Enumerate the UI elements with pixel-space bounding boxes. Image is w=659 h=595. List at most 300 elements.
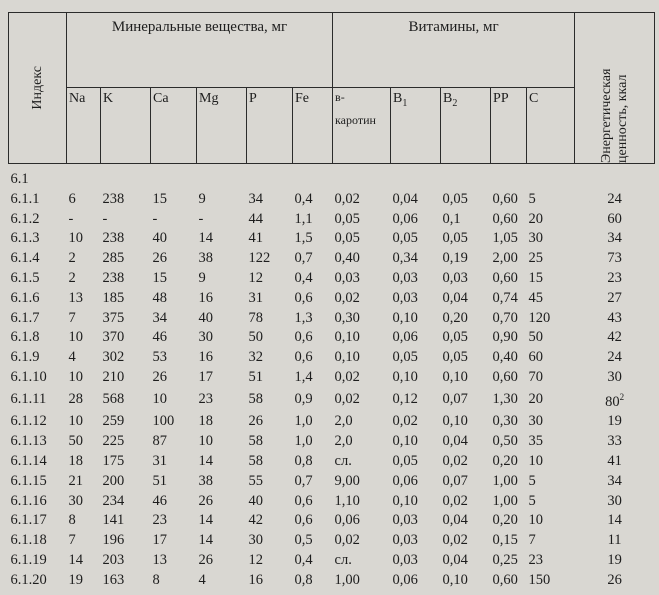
energy-value: 80: [605, 393, 620, 410]
cell-pp: 0,90: [492, 329, 518, 346]
cell-p: 31: [248, 289, 263, 306]
cell-energy: [575, 269, 655, 289]
cell-b2: 0,19: [442, 250, 468, 267]
cell-pp: 0,70: [492, 309, 518, 326]
cell-k: 238: [102, 190, 125, 207]
cell-idx: 6.1: [10, 171, 29, 187]
cell-fe: 1,5: [294, 230, 313, 247]
cell-idx: 6.1.17: [10, 512, 47, 529]
cell-na: 21: [68, 472, 83, 489]
cell-ca: 15: [152, 190, 167, 207]
col-header-k: K: [101, 87, 151, 163]
table-row: [9, 309, 655, 329]
b1-subscript: 1: [402, 97, 408, 109]
bcarotene-line2: каротин: [335, 112, 376, 127]
cell-p: 51: [248, 368, 263, 385]
cell-k: 285: [102, 250, 125, 267]
cell-pp: [491, 164, 527, 190]
cell-idx: 6.1.9: [10, 349, 40, 366]
cell-b1: 0,10: [392, 492, 418, 509]
cell-pp: 0,20: [492, 512, 518, 529]
index-header: [9, 13, 67, 164]
cell-energy: [575, 190, 655, 210]
energy-value: 19: [607, 413, 622, 430]
cell-k: 141: [102, 512, 125, 529]
cell-pp: 0,20: [492, 452, 518, 469]
table-row: [9, 289, 655, 309]
cell-bk: 0,02: [334, 368, 360, 385]
cell-b1: 0,34: [392, 250, 418, 267]
cell-b2: 0,04: [442, 433, 468, 450]
cell-fe: 0,4: [294, 269, 313, 286]
cell-b2: 0,02: [442, 492, 468, 509]
cell-ca: 15: [152, 269, 167, 286]
cell-idx: 6.1.16: [10, 492, 47, 509]
cell-mg: 38: [198, 250, 213, 267]
table-body: [9, 164, 655, 591]
cell-bk: 0,40: [334, 250, 360, 267]
cell-mg: 16: [198, 289, 213, 306]
cell-idx: 6.1.15: [10, 472, 47, 489]
cell-ca: 48: [152, 289, 167, 306]
cell-pp: 2,00: [492, 250, 518, 267]
cell-na: 28: [68, 391, 83, 408]
cell-na: 10: [68, 230, 83, 247]
cell-na: 18: [68, 452, 83, 469]
cell-pp: 0,60: [492, 190, 518, 207]
cell-bk: 0,02: [334, 532, 360, 549]
cell-energy: [575, 164, 655, 190]
cell-idx: 6.1.13: [10, 433, 47, 450]
cell-bk: 0,06: [334, 512, 360, 529]
energy-value: 14: [607, 512, 622, 529]
cell-fe: 1,0: [294, 433, 313, 450]
cell-p: 26: [248, 413, 263, 430]
cell-b2: 0,05: [442, 349, 468, 366]
table-row: [9, 511, 655, 531]
cell-mg: -: [198, 210, 204, 227]
cell-c: 30: [528, 413, 544, 430]
cell-b1: 0,04: [392, 190, 418, 207]
cell-idx: 6.1.1: [10, 190, 40, 207]
cell-p: 58: [248, 433, 263, 450]
cell-energy: [575, 328, 655, 348]
energy-value: 42: [607, 329, 622, 346]
cell-b2: 0,04: [442, 289, 468, 306]
cell-mg: 38: [198, 472, 213, 489]
cell-p: 34: [248, 190, 263, 207]
cell-c: 20: [528, 210, 544, 227]
cell-k: 302: [102, 349, 125, 366]
cell-b2: 0,07: [442, 391, 468, 408]
cell-fe: 1,1: [294, 210, 313, 227]
cell-p: 58: [248, 391, 263, 408]
cell-b1: 0,06: [392, 329, 418, 346]
energy-value: 73: [607, 250, 622, 267]
cell-mg: 17: [198, 368, 213, 385]
col-header-c: C: [527, 87, 575, 163]
col-header-fe: Fe: [293, 87, 333, 163]
cell-idx: 6.1.4: [10, 250, 40, 267]
cell-fe: 0,6: [294, 349, 313, 366]
cell-k: 225: [102, 433, 125, 450]
cell-fe: 0,6: [294, 492, 313, 509]
b1-letter: B: [393, 90, 403, 106]
cell-idx: 6.1.3: [10, 230, 40, 247]
table-row: [9, 229, 655, 249]
nutrition-table: [8, 12, 655, 591]
energy-value: 19: [607, 551, 622, 568]
cell-p: 12: [248, 551, 263, 568]
cell-na: 7: [68, 309, 76, 326]
cell-p: 55: [248, 472, 263, 489]
energy-value: 41: [607, 452, 622, 469]
cell-pp: 0,50: [492, 433, 518, 450]
cell-pp: 1,00: [492, 472, 518, 489]
col-header-pp: PP: [491, 87, 527, 163]
cell-pp: 0,25: [492, 551, 518, 568]
cell-c: 150: [528, 571, 551, 588]
cell-b2: 0,07: [442, 472, 468, 489]
cell-b1: 0,03: [392, 551, 418, 568]
energy-value: 24: [607, 349, 622, 366]
cell-p: 50: [248, 329, 263, 346]
cell-b1: 0,10: [392, 309, 418, 326]
cell-pp: 1,30: [492, 391, 518, 408]
cell-pp: 1,00: [492, 492, 518, 509]
cell-c: 30: [528, 230, 544, 247]
cell-p: [247, 164, 293, 190]
bcarotene-line1: в-: [335, 89, 345, 104]
cell-bk: 1,10: [334, 492, 360, 509]
cell-bk: 1,00: [334, 571, 360, 588]
table-row: [9, 190, 655, 210]
cell-na: 14: [68, 551, 83, 568]
cell-ca: 46: [152, 492, 167, 509]
cell-p: 12: [248, 269, 263, 286]
cell-bk: 2,0: [334, 413, 353, 430]
cell-energy: [575, 432, 655, 452]
cell-pp: 0,60: [492, 269, 518, 286]
cell-b1: 0,06: [392, 472, 418, 489]
cell-b2: 0,02: [442, 452, 468, 469]
energy-value: 11: [607, 532, 622, 549]
cell-k: 238: [102, 269, 125, 286]
cell-b2: 0,10: [442, 368, 468, 385]
cell-energy: [575, 388, 655, 413]
cell-k: 163: [102, 571, 125, 588]
cell-k: 203: [102, 551, 125, 568]
table-row: [9, 412, 655, 432]
cell-ca: 17: [152, 532, 167, 549]
cell-energy: [575, 472, 655, 492]
cell-idx: 6.1.14: [10, 452, 47, 469]
energy-value: 30: [607, 492, 622, 509]
energy-header: [575, 13, 655, 164]
cell-ca: 26: [152, 368, 167, 385]
cell-k: [101, 164, 151, 190]
cell-ca: 46: [152, 329, 167, 346]
cell-p: 58: [248, 452, 263, 469]
cell-c: 5: [528, 190, 536, 207]
cell-b1: 0,12: [392, 391, 418, 408]
col-header-ca: Ca: [151, 87, 197, 163]
cell-na: [67, 164, 101, 190]
col-header-bcarotene: [333, 87, 391, 163]
cell-p: 32: [248, 349, 263, 366]
col-header-b2: [441, 87, 491, 163]
cell-c: 23: [528, 551, 544, 568]
cell-fe: 0,5: [294, 532, 313, 549]
table-row: [9, 210, 655, 230]
energy-footnote-mark: 2: [619, 391, 625, 402]
cell-energy: [575, 412, 655, 432]
cell-energy: [575, 229, 655, 249]
cell-b1: 0,03: [392, 269, 418, 286]
cell-c: 25: [528, 250, 544, 267]
energy-value: 27: [607, 289, 622, 306]
cell-na: 10: [68, 413, 83, 430]
cell-c: 10: [528, 512, 544, 529]
cell-fe: 1,0: [294, 413, 313, 430]
cell-mg: 14: [198, 230, 213, 247]
cell-bk: 0,02: [334, 391, 360, 408]
cell-mg: 18: [198, 413, 213, 430]
cell-mg: 23: [198, 391, 213, 408]
cell-mg: 14: [198, 532, 213, 549]
cell-idx: 6.1.20: [10, 571, 47, 588]
energy-value: 30: [607, 368, 622, 385]
cell-bk: сл.: [334, 551, 352, 568]
cell-fe: 0,4: [294, 190, 313, 207]
cell-b1: 0,05: [392, 349, 418, 366]
cell-b1: 0,03: [392, 289, 418, 306]
cell-idx: 6.1.8: [10, 329, 40, 346]
cell-pp: 1,05: [492, 230, 518, 247]
cell-ca: 10: [152, 391, 167, 408]
cell-fe: [293, 164, 333, 190]
cell-na: 7: [68, 532, 76, 549]
cell-b1: [391, 164, 441, 190]
cell-mg: [197, 164, 247, 190]
cell-c: 50: [528, 329, 544, 346]
cell-k: 259: [102, 413, 125, 430]
cell-mg: 14: [198, 512, 213, 529]
cell-p: 30: [248, 532, 263, 549]
cell-p: 41: [248, 230, 263, 247]
cell-ca: 100: [152, 413, 175, 430]
cell-mg: 4: [198, 571, 206, 588]
cell-na: 2: [68, 250, 76, 267]
table-row: [9, 328, 655, 348]
index-header-label: Индекс: [29, 66, 45, 110]
cell-energy: [575, 551, 655, 571]
cell-ca: 87: [152, 433, 167, 450]
cell-b2: 0,10: [442, 413, 468, 430]
cell-idx: 6.1.12: [10, 413, 47, 430]
cell-c: 35: [528, 433, 544, 450]
cell-bk: 0,02: [334, 190, 360, 207]
cell-b1: 0,10: [392, 433, 418, 450]
cell-mg: 40: [198, 309, 213, 326]
cell-bk: 0,30: [334, 309, 360, 326]
cell-pp: 0,15: [492, 532, 518, 549]
cell-bk: 0,03: [334, 269, 360, 286]
cell-na: 50: [68, 433, 83, 450]
cell-p: 78: [248, 309, 263, 326]
cell-na: 4: [68, 349, 76, 366]
cell-mg: 26: [198, 492, 213, 509]
cell-idx: 6.1.5: [10, 269, 40, 286]
cell-ca: 8: [152, 571, 160, 588]
cell-c: 120: [528, 309, 551, 326]
cell-na: -: [68, 210, 74, 227]
cell-b2: 0,02: [442, 532, 468, 549]
cell-b2: 0,05: [442, 190, 468, 207]
cell-ca: 51: [152, 472, 167, 489]
col-header-b1: [391, 87, 441, 163]
cell-p: 16: [248, 571, 263, 588]
cell-na: 2: [68, 269, 76, 286]
cell-fe: 0,7: [294, 472, 313, 489]
cell-idx: 6.1.10: [10, 368, 47, 385]
cell-ca: [151, 164, 197, 190]
cell-bk: сл.: [334, 452, 352, 469]
cell-c: 5: [528, 492, 536, 509]
cell-energy: [575, 531, 655, 551]
col-header-p: P: [247, 87, 293, 163]
b2-subscript: 2: [452, 97, 458, 109]
cell-k: 568: [102, 391, 125, 408]
cell-energy: [575, 452, 655, 472]
cell-c: [527, 164, 575, 190]
cell-c: 70: [528, 368, 544, 385]
table-row: [9, 571, 655, 591]
cell-ca: -: [152, 210, 158, 227]
cell-c: 5: [528, 472, 536, 489]
cell-pp: 0,40: [492, 349, 518, 366]
cell-mg: 16: [198, 349, 213, 366]
cell-ca: 26: [152, 250, 167, 267]
cell-na: 8: [68, 512, 76, 529]
cell-b1: 0,03: [392, 512, 418, 529]
cell-ca: 13: [152, 551, 167, 568]
energy-value: 23: [607, 269, 622, 286]
cell-idx: 6.1.18: [10, 532, 47, 549]
cell-na: 10: [68, 368, 83, 385]
table-row: [9, 348, 655, 368]
cell-k: 185: [102, 289, 125, 306]
table-row: [9, 492, 655, 512]
cell-mg: 9: [198, 190, 206, 207]
cell-b2: 0,04: [442, 512, 468, 529]
cell-energy: [575, 249, 655, 269]
table-row: [9, 432, 655, 452]
energy-header-label: Энергетическая ценность, ккал: [598, 68, 630, 163]
table-row: [9, 388, 655, 413]
cell-b2: 0,05: [442, 329, 468, 346]
cell-energy: [575, 511, 655, 531]
cell-bk: [333, 164, 391, 190]
cell-fe: 0,9: [294, 391, 313, 408]
cell-na: 19: [68, 571, 83, 588]
cell-c: 7: [528, 532, 536, 549]
cell-na: 13: [68, 289, 83, 306]
cell-fe: 0,6: [294, 512, 313, 529]
energy-value: 34: [607, 472, 622, 489]
cell-p: 42: [248, 512, 263, 529]
energy-value: 24: [607, 190, 622, 207]
cell-b1: 0,05: [392, 230, 418, 247]
cell-c: 45: [528, 289, 544, 306]
cell-fe: 0,6: [294, 289, 313, 306]
cell-k: 375: [102, 309, 125, 326]
energy-value: 33: [607, 433, 622, 450]
cell-fe: 1,3: [294, 309, 313, 326]
cell-energy: [575, 210, 655, 230]
cell-energy: [575, 368, 655, 388]
cell-bk: 0,05: [334, 230, 360, 247]
cell-ca: 53: [152, 349, 167, 366]
minerals-group-header: Минеральные вещества, мг: [67, 13, 333, 88]
cell-b1: 0,06: [392, 571, 418, 588]
b2-letter: B: [443, 90, 453, 106]
cell-ca: 23: [152, 512, 167, 529]
cell-energy: [575, 571, 655, 591]
cell-bk: 9,00: [334, 472, 360, 489]
cell-bk: 0,02: [334, 289, 360, 306]
cell-bk: 0,10: [334, 349, 360, 366]
cell-b2: 0,05: [442, 230, 468, 247]
energy-value: 43: [607, 309, 622, 326]
col-header-mg: Mg: [197, 87, 247, 163]
cell-mg: 9: [198, 269, 206, 286]
table-row: [9, 249, 655, 269]
table-row: [9, 452, 655, 472]
cell-bk: 0,05: [334, 210, 360, 227]
cell-energy: [575, 348, 655, 368]
cell-idx: 6.1.19: [10, 551, 47, 568]
cell-pp: 0,60: [492, 210, 518, 227]
cell-c: 15: [528, 269, 544, 286]
cell-energy: [575, 309, 655, 329]
cell-b2: 0,04: [442, 551, 468, 568]
cell-bk: 0,10: [334, 329, 360, 346]
table-row: [9, 551, 655, 571]
cell-pp: 0,30: [492, 413, 518, 430]
cell-k: 200: [102, 472, 125, 489]
cell-na: 10: [68, 329, 83, 346]
cell-idx: 6.1.2: [10, 210, 40, 227]
cell-idx: 6.1.6: [10, 289, 40, 306]
cell-b1: 0,02: [392, 413, 418, 430]
cell-c: 20: [528, 391, 544, 408]
cell-b1: 0,10: [392, 368, 418, 385]
cell-k: 238: [102, 230, 125, 247]
energy-value: 34: [607, 230, 622, 247]
table-row: [9, 269, 655, 289]
cell-energy: [575, 492, 655, 512]
cell-pp: 0,74: [492, 289, 518, 306]
col-header-na: Na: [67, 87, 101, 163]
cell-fe: 0,4: [294, 551, 313, 568]
cell-fe: 1,4: [294, 368, 313, 385]
cell-fe: 0,6: [294, 329, 313, 346]
table-header: [9, 13, 655, 164]
table-row: [9, 531, 655, 551]
cell-pp: 0,60: [492, 368, 518, 385]
cell-fe: 0,8: [294, 452, 313, 469]
